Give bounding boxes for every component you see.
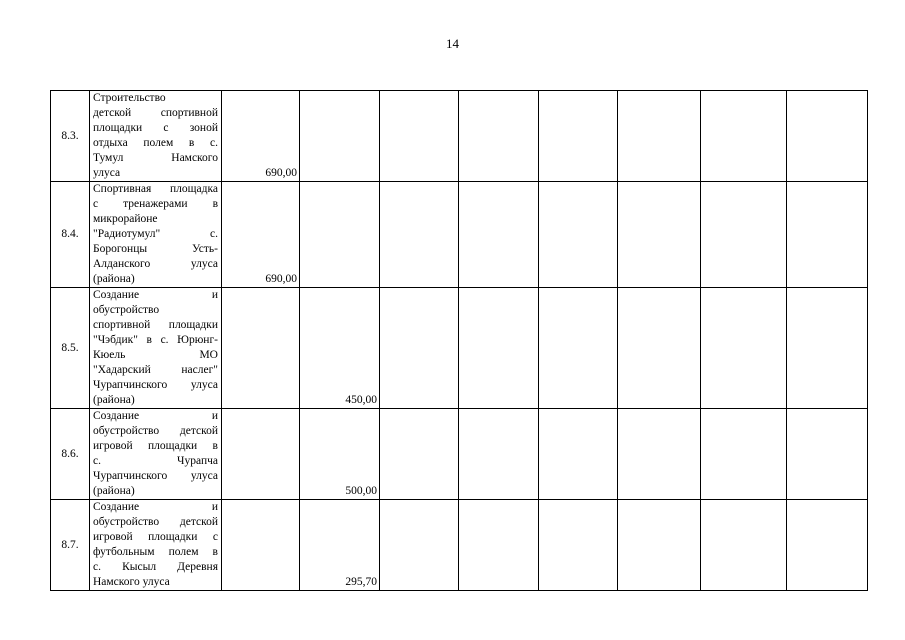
empty-cell	[459, 91, 539, 182]
description-line: с тренажерами в	[93, 198, 218, 210]
description-line: Борогонцы Усть-	[93, 243, 218, 255]
empty-cell	[380, 182, 459, 288]
description-line: отдыха полем в с.	[93, 137, 218, 149]
amount-cell	[300, 182, 380, 288]
empty-cell	[787, 91, 868, 182]
description-line: обустройство детской	[93, 516, 218, 528]
empty-cell	[380, 91, 459, 182]
empty-cell	[618, 500, 701, 591]
description-line: "Хадарский наслег"	[93, 364, 218, 376]
table-row	[51, 288, 868, 409]
description-line: Намского улуса	[93, 576, 170, 588]
empty-cell	[701, 182, 787, 288]
description-line: Создание и	[93, 410, 218, 422]
amount-cell: 690,00	[222, 91, 300, 182]
empty-cell	[701, 409, 787, 500]
table-row	[51, 182, 868, 288]
description-line: с. Чурапча	[93, 455, 218, 467]
row-description	[90, 409, 222, 500]
empty-cell	[701, 288, 787, 409]
table-row	[51, 409, 868, 500]
empty-cell	[459, 500, 539, 591]
empty-cell	[787, 409, 868, 500]
description-line: Чурапчинского улуса	[93, 379, 218, 391]
empty-cell	[459, 409, 539, 500]
empty-cell	[618, 91, 701, 182]
amount-cell: 500,00	[300, 409, 380, 500]
table-row	[51, 500, 868, 591]
row-description	[90, 182, 222, 288]
amount-cell: 450,00	[300, 288, 380, 409]
description-line: Спортивная площадка	[93, 183, 218, 195]
page-number: 14	[446, 36, 459, 51]
empty-cell	[539, 500, 618, 591]
description-line: Кюель МО	[93, 349, 218, 361]
empty-cell	[618, 182, 701, 288]
empty-cell	[380, 500, 459, 591]
empty-cell	[787, 182, 868, 288]
empty-cell	[618, 288, 701, 409]
description-line: детской спортивной	[93, 107, 218, 119]
row-number: 8.7.	[51, 500, 90, 591]
description-line: "Чэбдик" в с. Юрюнг-	[93, 334, 218, 346]
description-line: Создание и	[93, 501, 218, 513]
empty-cell	[459, 182, 539, 288]
empty-cell	[380, 288, 459, 409]
table-row	[51, 91, 868, 182]
row-number: 8.3.	[51, 91, 90, 182]
row-number: 8.4.	[51, 182, 90, 288]
empty-cell	[459, 288, 539, 409]
empty-cell	[539, 409, 618, 500]
description-line: обустройство	[93, 304, 160, 316]
description-line: с. Кысыл Деревня	[93, 561, 218, 573]
amount-cell	[222, 500, 300, 591]
empty-cell	[539, 288, 618, 409]
empty-cell	[618, 409, 701, 500]
description-line: Чурапчинского улуса	[93, 470, 218, 482]
description-line: (района)	[93, 273, 135, 285]
amount-cell: 690,00	[222, 182, 300, 288]
amount-cell	[222, 409, 300, 500]
description-line: Создание и	[93, 289, 218, 301]
description-line: обустройство детской	[93, 425, 218, 437]
budget-table	[50, 90, 868, 591]
description-line: Строительство	[93, 92, 166, 104]
description-line: футбольным полем в	[93, 546, 218, 558]
amount-cell	[300, 91, 380, 182]
description-line: Алданского улуса	[93, 258, 218, 270]
empty-cell	[701, 500, 787, 591]
description-line: спортивной площадки	[93, 319, 218, 331]
empty-cell	[539, 182, 618, 288]
empty-cell	[380, 409, 459, 500]
row-description	[90, 288, 222, 409]
row-number: 8.6.	[51, 409, 90, 500]
description-line: игровой площадки с	[93, 531, 218, 543]
description-line: (района)	[93, 485, 135, 497]
empty-cell	[701, 91, 787, 182]
empty-cell	[539, 91, 618, 182]
description-line: улуса	[93, 167, 121, 179]
description-line: "Радиотумул" с.	[93, 228, 218, 240]
amount-cell	[222, 288, 300, 409]
description-line: Тумул Намского	[93, 152, 218, 164]
row-description	[90, 500, 222, 591]
description-line: (района)	[93, 394, 135, 406]
description-line: микрорайоне	[93, 213, 158, 225]
row-number: 8.5.	[51, 288, 90, 409]
empty-cell	[787, 500, 868, 591]
description-line: площадки с зоной	[93, 122, 218, 134]
empty-cell	[787, 288, 868, 409]
amount-cell: 295,70	[300, 500, 380, 591]
row-description	[90, 91, 222, 182]
description-line: игровой площадки в	[93, 440, 218, 452]
